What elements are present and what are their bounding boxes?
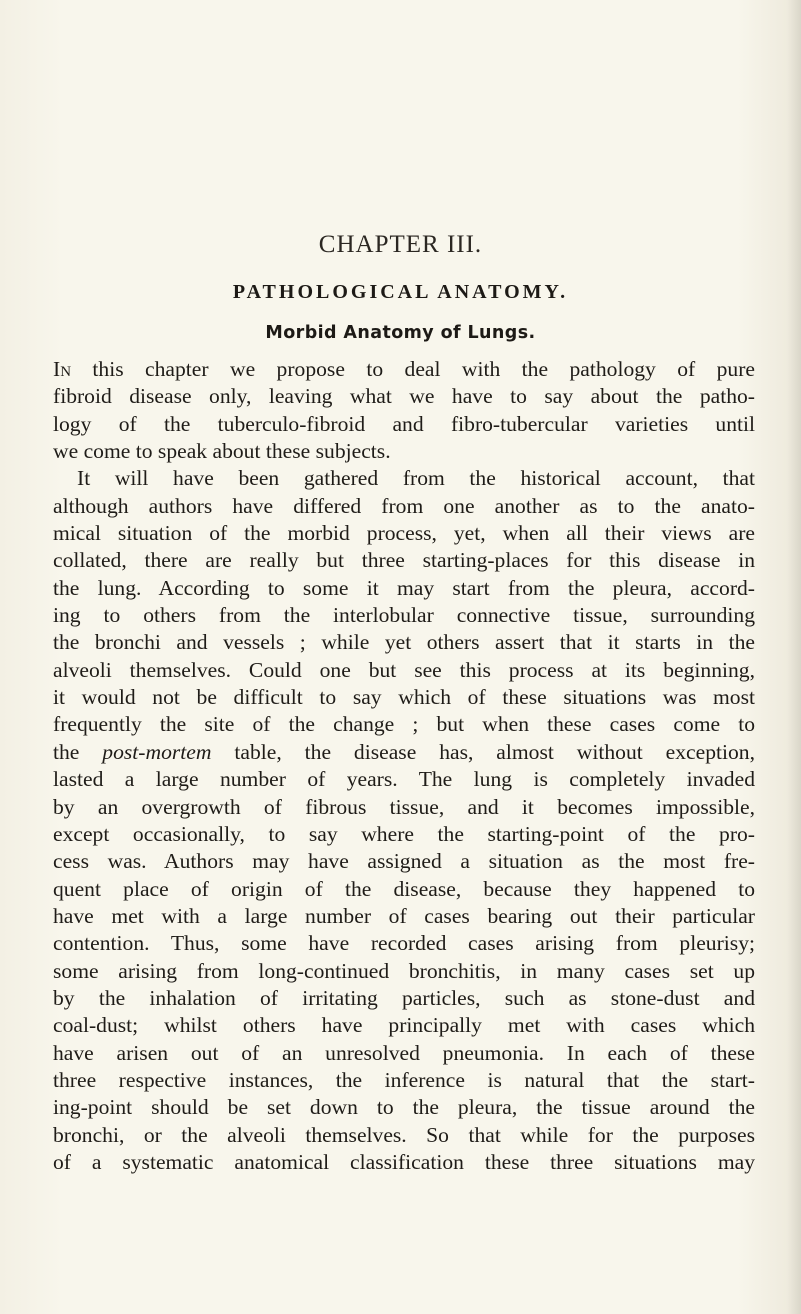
text-line: some arising from long-continued bronchitis, in many cases set up <box>53 958 755 983</box>
drop-lead-word: In <box>53 357 72 381</box>
text-line: of a systematic anatomical classification these three situations may <box>53 1149 755 1174</box>
text-line: have met with a large number of cases bearing out their particular <box>53 903 755 928</box>
text-line: alveoli themselves. Could one but see this process at its beginning, <box>53 657 755 682</box>
text-line: by an overgrowth of fibrous tissue, and it becomes impossible, <box>53 794 755 819</box>
text-line: bronchi, or the alveoli themselves. So that while for the purposes <box>53 1122 755 1147</box>
text-line: frequently the site of the change ; but when these cases come to <box>53 712 755 737</box>
text-line: although authors have differed from one another as to the anato- <box>53 493 755 518</box>
text-line: have arisen out of an unresolved pneumonia. In each of these <box>53 1040 755 1065</box>
text-line: mical situation of the morbid process, yet, when all their views are <box>53 521 755 546</box>
italic-term: post-mortem <box>102 739 212 764</box>
body-text <box>53 356 755 1176</box>
text-line: quent place of origin of the disease, because they happened to <box>53 876 755 901</box>
text-line: ing to others from the interlobular connective tissue, surrounding <box>53 603 755 628</box>
subtitle: Morbid Anatomy of Lungs. <box>265 323 536 343</box>
text-line: cess was. Authors may have assigned a situation as the most fre- <box>53 849 755 874</box>
text-line: except occasionally, to say where the starting-point of the pro- <box>53 821 755 846</box>
text-line: ing-point should be set down to the pleura, the tissue around the <box>53 1095 755 1120</box>
text-line: fibroid disease only, leaving what we have to say about the patho- <box>53 384 755 409</box>
text-line: three respective instances, the inference is natural that the start- <box>53 1067 755 1092</box>
page-edge-shadow <box>787 0 801 1314</box>
text-line: contention. Thus, some have recorded cases arising from pleurisy; <box>53 931 755 956</box>
text-line: the post-mortem table, the disease has, almost without exception, <box>53 739 755 764</box>
text-line: the bronchi and vessels ; while yet others assert that it starts in the <box>53 630 755 655</box>
text-line: we come to speak about these subjects. <box>53 439 391 464</box>
text-line: It will have been gathered from the historical account, that <box>77 466 755 491</box>
text-line: In this chapter we propose to deal with the pathology of pure <box>53 357 755 381</box>
text-line: collated, there are really but three starting-places for this disease in <box>53 548 755 573</box>
text-line: it would not be difficult to say which of these situations was most <box>53 685 755 710</box>
text-line: the lung. According to some it may start from the pleura, accord- <box>53 575 755 600</box>
text-line: lasted a large number of years. The lung is completely invaded <box>53 767 755 792</box>
chapter-heading: CHAPTER III. <box>318 231 483 258</box>
text-line: by the inhalation of irritating particles, such as stone-dust and <box>53 985 755 1010</box>
text-line: coal-dust; whilst others have principally met with cases which <box>53 1013 755 1038</box>
text-line: logy of the tuberculo-fibroid and fibro-tubercular varieties until <box>53 411 755 436</box>
section-title: PATHOLOGICAL ANATOMY. <box>232 281 569 303</box>
